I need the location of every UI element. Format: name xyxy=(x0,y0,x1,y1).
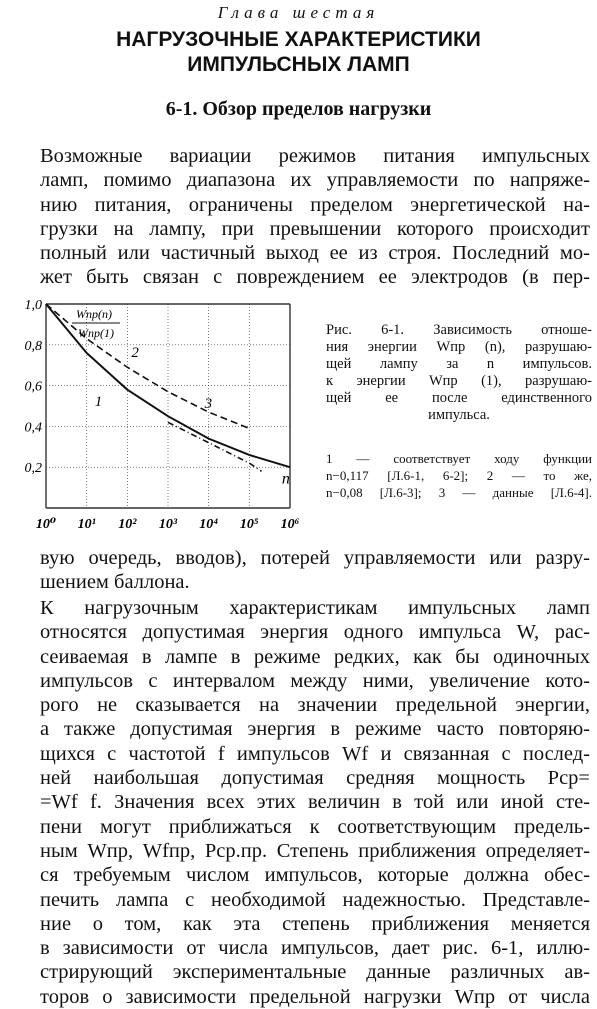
x-tick-label: 10¹ xyxy=(77,517,96,532)
paragraph-continued xyxy=(40,546,590,595)
text-line: ние о том, как эта степень приближения меняется xyxy=(40,912,590,935)
x-tick-label: 10⁴ xyxy=(199,517,219,532)
curve-label-1: 1 xyxy=(94,394,103,410)
chapter-label: Глава шестая xyxy=(217,3,380,22)
note-line: n−0,08 [Л.6-3]; 3 — данные [Л.6-4]. xyxy=(326,485,592,500)
x-tick-label: 10⁶ xyxy=(280,517,300,532)
x-tick-label: 10⁰ xyxy=(35,517,57,532)
text-line: щихся с частотой f импульсов Wf и связанная с послед- xyxy=(40,742,590,765)
text-line: импульсов с интервалом между ними, увеличение кото- xyxy=(40,669,590,692)
text-line: рого не сказывается на значении предельной энергии, xyxy=(40,694,590,717)
figure-notes xyxy=(326,450,592,501)
text-line: торов о зависимости предельной нагрузки Wпр от числа xyxy=(40,985,590,1008)
x-tick-label: 10³ xyxy=(158,517,178,532)
axis-label-n: n xyxy=(281,470,290,488)
text-line: стрирующий экспериментальные данные различных ав- xyxy=(40,961,590,984)
x-tick-label: 10² xyxy=(118,517,137,532)
text-line: ным Wпр, Wfпр, Pср.пр. Степень приближения определяет- xyxy=(40,839,590,862)
x-tick-label: 10⁵ xyxy=(239,517,259,532)
y-tick-label: 0,6 xyxy=(24,379,42,395)
text-line: пени могут приближаться к соответствующим предель- xyxy=(40,815,590,838)
text-line: вую очередь, вводов), потерей управляемости или разру- xyxy=(40,547,590,569)
caption-line: ния энергии Wпр (n), разрушаю- xyxy=(326,339,592,355)
caption-line: к энергии Wпр (1), разрушаю- xyxy=(326,373,592,389)
section-heading: 6-1. Обзор пределов нагрузки xyxy=(165,98,432,120)
text-line: ней наибольшая допустимая средняя мощность Pср= xyxy=(40,767,590,790)
text-line: =Wf f. Значения всех этих величин в той или иной сте- xyxy=(40,791,590,814)
text-line: ся требуемым числом импульсов, которые должна обес- xyxy=(40,864,590,887)
note-line: 1 — соответствует ходу функции xyxy=(326,451,592,466)
caption-line: щей ее после единственного xyxy=(326,390,592,406)
curve-label-3: 3 xyxy=(204,396,213,413)
chapter-title xyxy=(0,27,597,77)
caption-line: щей лампу за n импульсов. xyxy=(326,356,592,372)
text-line: Возможные вариации режимов питания импульсных xyxy=(40,145,590,167)
y-tick-label: 0,2 xyxy=(24,461,42,477)
text-line: в зависимости от числа импульсов, дает рис. 6-1, иллю- xyxy=(40,937,590,960)
chapter-title-line2: ИМПУЛЬСНЫХ ЛАМП xyxy=(187,53,410,76)
text-line: грузки на лампу, при превышении которого происходит xyxy=(40,217,590,240)
text-line: ламп, помимо диапазона их управляемости по напряже- xyxy=(40,169,590,192)
y-tick-label: 0,8 xyxy=(24,338,42,354)
text-line: К нагрузочным характеристикам импульсных ламп xyxy=(40,597,590,619)
text-line: нию питания, ограничены пределом энергетической на- xyxy=(40,193,590,216)
series-line-3 xyxy=(168,422,262,471)
text-line: сеиваемая в лампе в режиме редких, как бы одиночных xyxy=(40,645,590,668)
y-tick-label: 0,4 xyxy=(24,420,42,436)
text-line: жет быть связан с повреждением ее электродов (в пер- xyxy=(40,266,590,289)
figure-chart xyxy=(8,296,308,532)
caption-line: Рис. 6-1. Зависимость отноше- xyxy=(326,322,592,338)
text-line: печить лампа с необходимой надежностью. Представле- xyxy=(40,888,590,911)
ylabel-denominator: Wпр(1) xyxy=(78,326,114,340)
text-line: относятся допустимая энергия одного импульса W, рас- xyxy=(40,621,590,644)
text-line: шением баллона. xyxy=(40,571,190,594)
y-tick-label: 1,0 xyxy=(24,298,42,313)
caption-line: импульса. xyxy=(428,407,490,423)
paragraph-load-characteristics xyxy=(40,596,590,1009)
text-line: а также допустимая энергия в режиме часто повторяю- xyxy=(40,718,590,741)
chapter-title-line1: НАГРУЗОЧНЫЕ ХАРАКТЕРИСТИКИ xyxy=(116,28,481,51)
text-line: полный или частичный выход ее из строя. Последний мо- xyxy=(40,242,590,265)
curve-label-2: 2 xyxy=(131,345,139,362)
note-line: n−0,117 [Л.6-1, 6-2]; 2 — то же, xyxy=(326,468,592,483)
paragraph-intro xyxy=(40,144,590,290)
figure-caption xyxy=(326,322,592,424)
ylabel-numerator: Wпр(n) xyxy=(76,307,112,321)
